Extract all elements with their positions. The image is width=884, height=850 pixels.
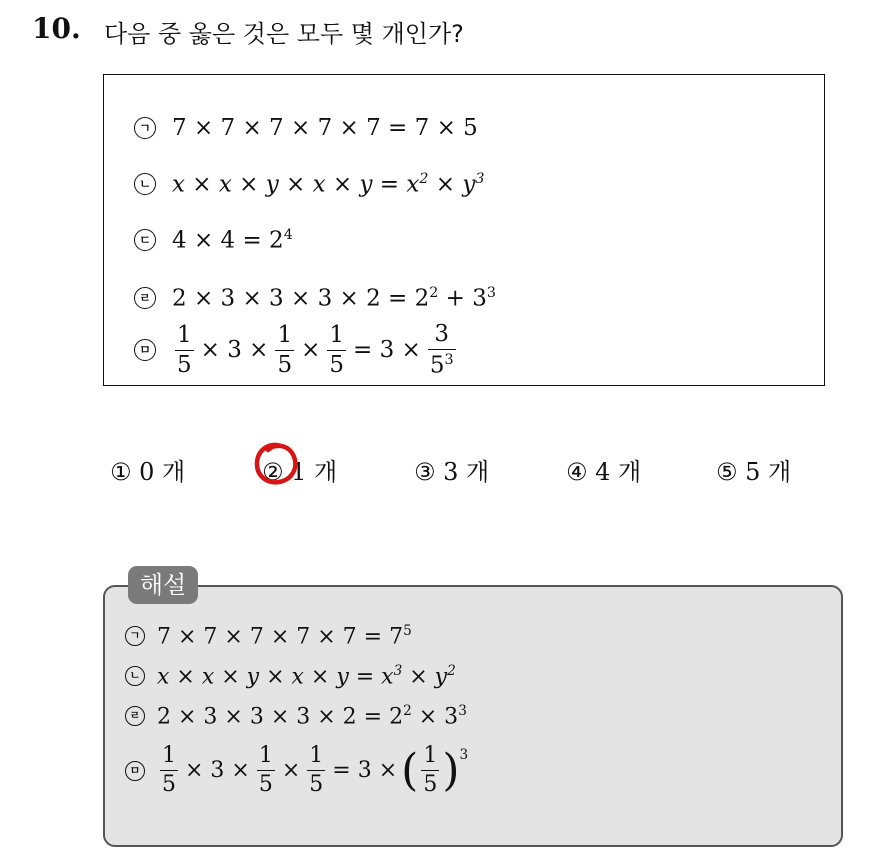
solution-marker: ㄹ — [125, 706, 145, 726]
choice-5[interactable]: ⑤ 5 개 — [716, 458, 792, 486]
statement-marker: ㄱ — [134, 117, 156, 139]
solution-marker: ㄴ — [125, 666, 145, 686]
solution-expression: $7 \times 7 \times 7 \times 7 \times 7 = 7^5$ — [157, 623, 412, 650]
solution-expression: $x \times x \times y \times x \times y = x^3 \times y^2$ — [157, 663, 456, 690]
statement-marker: ㅁ — [134, 339, 156, 361]
choice-1[interactable]: ① 0 개 — [110, 458, 186, 486]
statement-expression: $x \times x \times y \times x \times y = x^2 \times y^3$ — [172, 171, 485, 198]
statement-expression: $2 \times 3 \times 3 \times 3 \times 2 = 2^2 + 3^3$ — [172, 285, 496, 312]
solution-marker: ㅁ — [125, 761, 145, 781]
statement-marker: ㄹ — [134, 287, 156, 309]
statements-box — [103, 74, 825, 386]
solution-line-4 — [125, 745, 468, 796]
solution-line-1 — [125, 623, 412, 649]
statement-4 — [134, 285, 496, 312]
statement-expression: $\frac{1}{5}$ × 3 × $\frac{1}{5}$ × $\frac{1}{5}$ = 3 × $\frac{3}{5^3}$ — [177, 321, 454, 379]
solution-expression: $2 \times 3 \times 3 \times 3 \times 2 = 2^2 \times 3^3$ — [157, 703, 467, 730]
choice-2[interactable]: ② 1 개 — [262, 458, 338, 486]
statement-marker: ㄷ — [134, 229, 156, 251]
statement-expression: $4 \times 4 = 2^4$ — [172, 227, 293, 254]
question-text: 다음 중 옳은 것은 모두 몇 개인가? — [104, 20, 464, 48]
solution-panel — [103, 585, 843, 847]
statement-marker: ㄴ — [134, 173, 156, 195]
statement-5 — [134, 323, 459, 378]
statement-1 — [134, 115, 478, 141]
statement-3 — [134, 227, 293, 254]
answer-choices — [0, 452, 884, 486]
question-number: 10. — [32, 12, 81, 45]
solution-expression: $\frac{1}{5}$ × 3 × $\frac{1}{5}$ × $\frac{1}{5}$ = 3 × ( $\frac{1}{5}$ ) $^3$ — [162, 743, 469, 797]
solution-line-3 — [125, 703, 467, 729]
choice-3[interactable]: ③ 3 개 — [414, 458, 490, 486]
choice-4[interactable]: ④ 4 개 — [566, 458, 642, 486]
statement-2 — [134, 171, 484, 198]
solution-marker: ㄱ — [125, 626, 145, 646]
statement-expression: 7 × 7 × 7 × 7 × 7 = 7 × 5 — [172, 115, 478, 141]
solution-label: 해설 — [128, 566, 198, 604]
solution-line-2 — [125, 663, 456, 689]
